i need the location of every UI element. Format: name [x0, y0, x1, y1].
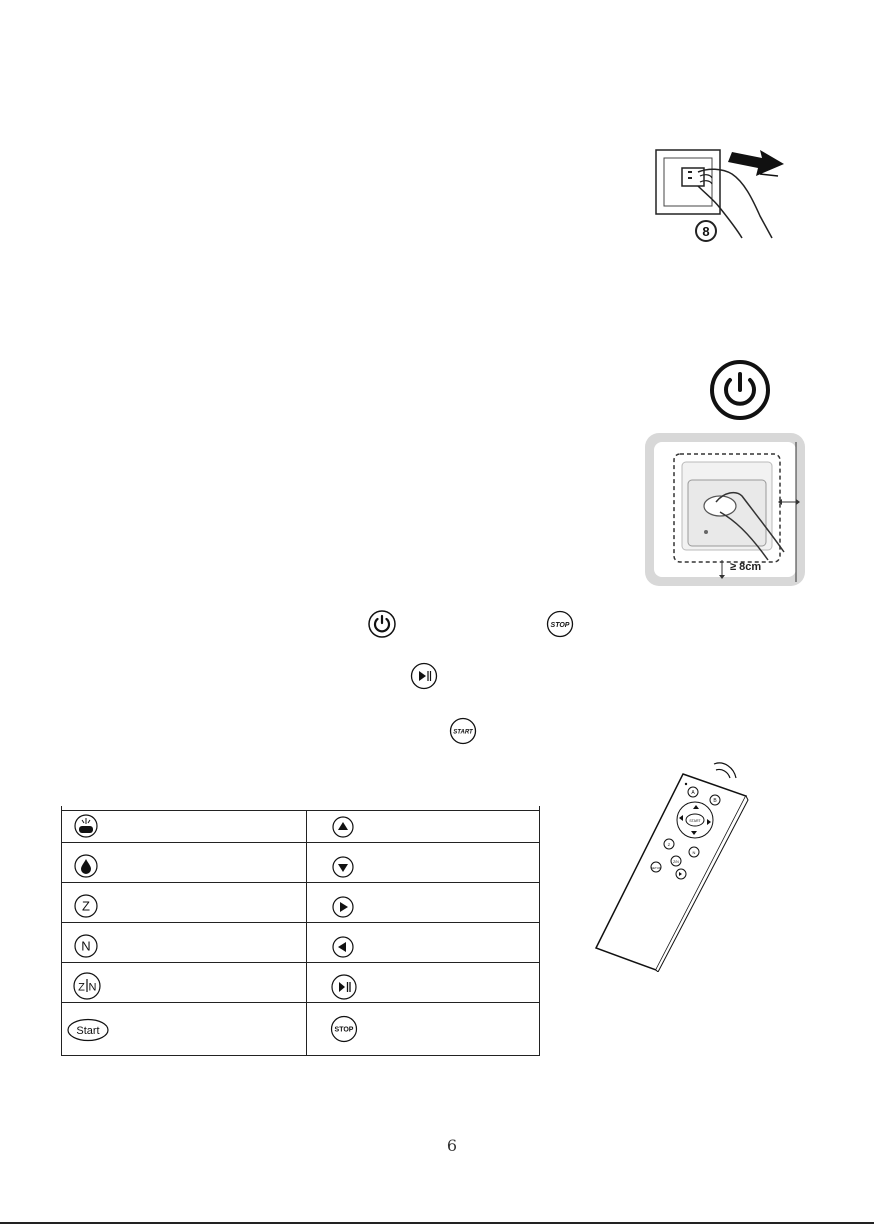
svg-text:START: START: [453, 729, 473, 736]
table-rule: [61, 842, 540, 843]
svg-text:N: N: [692, 850, 696, 855]
play-pause-button-icon: [410, 662, 438, 690]
svg-text:STOP: STOP: [550, 622, 570, 629]
arrow-right-icon: [332, 896, 354, 918]
arrow-up-icon: [332, 816, 354, 838]
table-rule-right: [539, 806, 540, 1056]
svg-text:SETUP: SETUP: [650, 866, 662, 870]
svg-text:N: N: [88, 981, 97, 994]
start-icon: [67, 1018, 109, 1042]
remote-button-table: [61, 810, 540, 1056]
stop-icon: [330, 1015, 358, 1043]
arrow-down-icon: [332, 856, 354, 878]
table-rule-center: [306, 810, 307, 1056]
plug-in-illustration: [648, 138, 813, 246]
svg-text:Z: Z: [667, 842, 671, 847]
remote-control-illustration: [588, 760, 760, 972]
n-mode-icon: [74, 934, 98, 958]
table-rule: [61, 922, 540, 923]
power-button-icon: [367, 609, 397, 639]
robot-home-icon: [74, 814, 98, 838]
play-pause-icon: [331, 974, 357, 1000]
svg-text:STOP: STOP: [334, 1026, 354, 1034]
bottom-rule: [0, 1222, 874, 1224]
svg-text:Z: Z: [78, 981, 85, 994]
svg-text:Z/N: Z/N: [673, 860, 679, 864]
table-rule-left: [61, 806, 62, 1056]
table-rule-bottom: [61, 1055, 540, 1056]
water-drop-icon: [74, 854, 98, 878]
clearance-label: ≥ 8cm: [730, 561, 762, 573]
step-number: 8: [702, 224, 710, 239]
z-mode-icon: [74, 894, 98, 918]
svg-text:A: A: [691, 790, 695, 796]
page-number: 6: [446, 1136, 458, 1155]
table-rule-top: [61, 810, 540, 811]
svg-text:B: B: [713, 798, 717, 804]
arrow-left-icon: [332, 936, 354, 958]
table-rule: [61, 1002, 540, 1003]
svg-text:Z: Z: [82, 898, 90, 914]
table-rule: [61, 882, 540, 883]
power-icon: [708, 358, 772, 422]
stop-button-icon: [546, 610, 574, 638]
zn-mode-icon: [73, 972, 101, 1000]
svg-text:Start: Start: [76, 1025, 100, 1037]
svg-text:START: START: [689, 819, 701, 823]
window-placement-illustration: [644, 432, 806, 587]
start-button-icon: [449, 717, 477, 745]
table-rule: [61, 962, 540, 963]
svg-text:N: N: [81, 938, 91, 954]
